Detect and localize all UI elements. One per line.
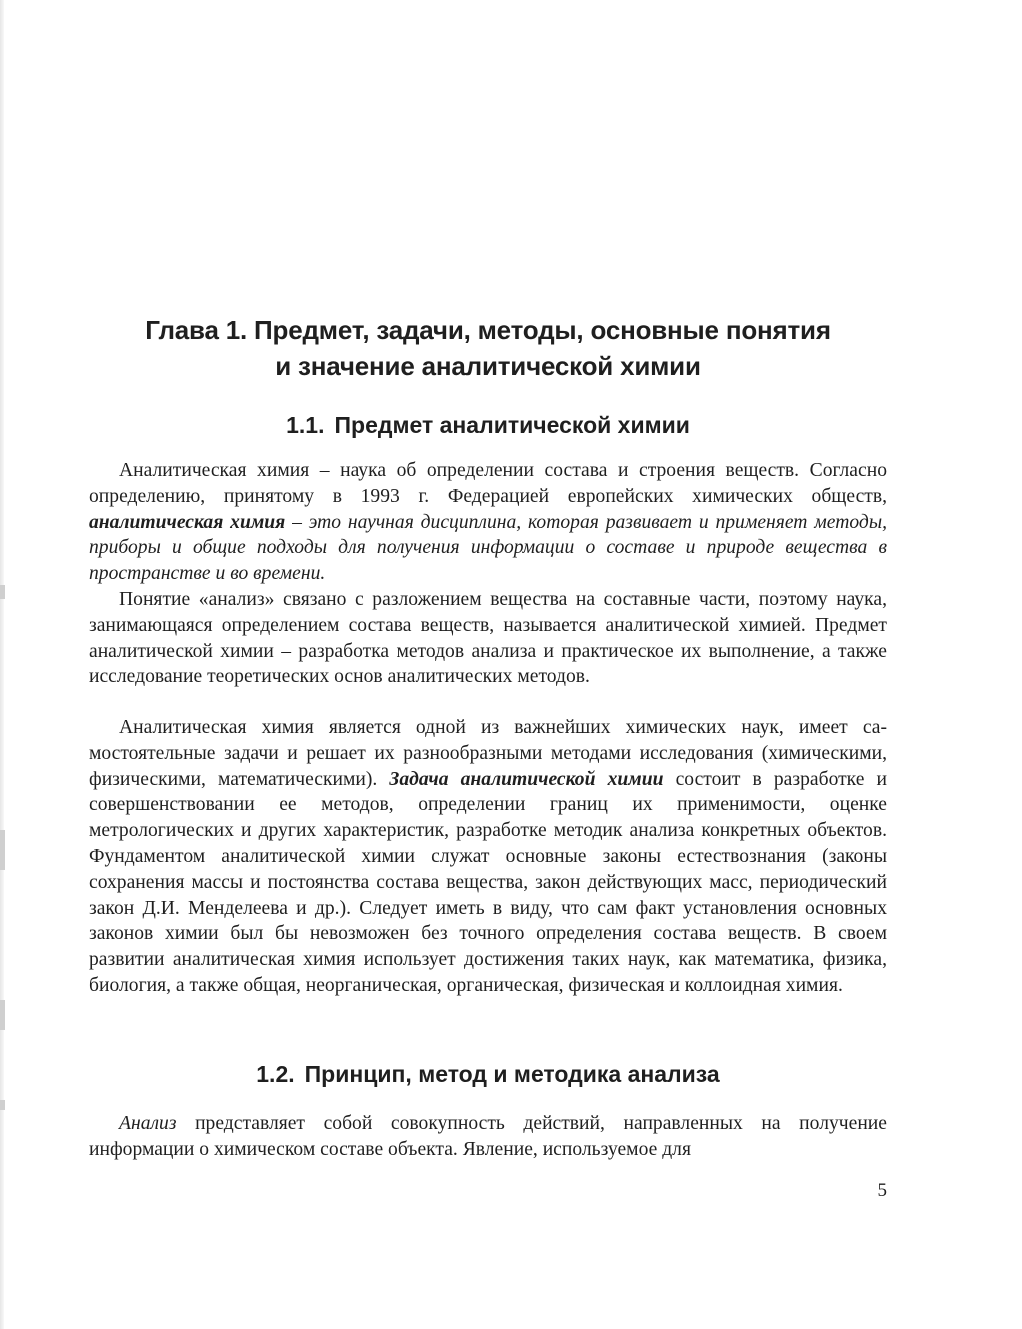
page-edge-shadow [0, 0, 4, 1329]
chapter-title-line-2: и значение аналитической химии [275, 351, 701, 381]
paragraph-analysis-concept: Понятие «анализ» связано с разложением вещества на составные части, поэтому наука, занимающаяся определением состава веществ, называется аналитической химией. Предмет аналитической химии – разработка методов анализа и практическое их выполнение, а также исследование теоретических основ аналитических методов. [89, 589, 887, 688]
paragraph-tasks [89, 715, 887, 999]
section-heading-1-2 [89, 1059, 887, 1089]
term-bold-italic: Задача аналитической химии [389, 768, 664, 790]
page-edge-mark [0, 1000, 5, 1030]
section-number: 1.2. [256, 1061, 295, 1087]
book-page [89, 0, 887, 1329]
page-number: 5 [877, 1180, 887, 1201]
term-bold-italic: аналитическая химия [89, 511, 286, 533]
term-italic: Анализ [119, 1113, 177, 1134]
page-edge-mark [0, 1100, 5, 1110]
paragraph-text: Аналитическая химия является одной из важнейших химических наук, имеет самостоятельные задачи и решает их разнообразными методами исследования (химическими, физическими, математическими). [89, 717, 887, 790]
paragraph-text: представляет собой совокупность действий, направленных на получение информации о химическом составе объекта. Явление, используемое для [89, 1113, 887, 1160]
chapter-title-line-1: Глава 1. Предмет, задачи, методы, основные понятия [145, 315, 831, 345]
section-number: 1.1. [286, 412, 325, 438]
chapter-title [89, 312, 887, 384]
page-edge-mark [0, 585, 5, 599]
section-title: Принцип, метод и методика анализа [304, 1061, 720, 1087]
section-title: Предмет аналитической химии [334, 412, 690, 438]
section-heading-1-1 [89, 410, 887, 440]
definition-italic: – это научная дисциплина, которая развивает и применяет методы, приборы и общие подходы для получения информации о составе и природе вещества в пространстве и во времени. [89, 511, 888, 585]
paragraph-definition [89, 458, 887, 587]
paragraph-text: состоит в разработке и совершенствовании ее методов, определении границ их применимости, оценке метрологических и других характеристик, разработке методик анализа конкретных объектов. Фундаментом аналитической химии служат основные законы естествознания (законы сохранения массы и постоянства состава вещества, закон действующих масс, периодический закон Д.И. Менделеева и др.). Следует иметь в виду, что сам факт установления основных законов химии был бы невозможен без точного определения состава веществ. В своем развитии аналитическая химия использует достижения таких наук, как математика, физика, биология, а также общая, неорганическая, органическая, физическая и коллоидная химия. [89, 768, 887, 996]
page-edge-mark [0, 830, 5, 870]
paragraph-text: Аналитическая химия – наука об определении состава и строения веществ. Согласно определению, принятому в 1993 г. Федерацией европейских химических обществ, [89, 460, 887, 507]
paragraph-analysis-definition [89, 1111, 887, 1163]
